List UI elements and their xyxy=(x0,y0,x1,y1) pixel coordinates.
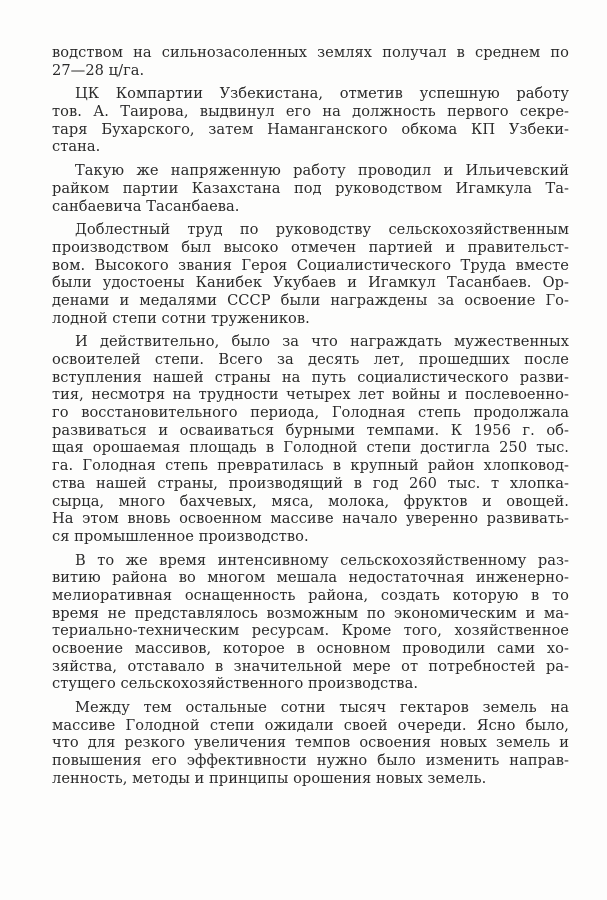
text-line: производством был высоко отмечен партией и правительст- xyxy=(52,238,569,256)
text-line: териально-техническим ресурсам. Кроме того, хозяйственное xyxy=(52,622,569,640)
paragraph xyxy=(52,85,569,156)
paragraph xyxy=(52,552,569,694)
text-line: Доблестный труд по руководству сельскохозяйственным xyxy=(75,221,569,239)
text-line: санбаевича Тасанбаева. xyxy=(52,197,240,215)
text-line: денами и медалями СССР были награждены за освоение Го- xyxy=(52,291,569,309)
text-line: ся промышленное производство. xyxy=(52,527,309,545)
text-line: И действительно, было за что награждать мужественных xyxy=(75,333,569,351)
text-line: стана. xyxy=(52,138,101,156)
text-line: сырца, много бахчевых, мяса, молока, фруктов и овощей. xyxy=(52,492,569,510)
text-line: ленность, методы и принципы орошения новых земель. xyxy=(52,769,487,787)
paragraph xyxy=(52,699,569,787)
text-line: Между тем остальные сотни тысяч гектаров земель на xyxy=(75,699,569,717)
text-line: ства нашей страны, производящий в год 260 тыс. т хлопка- xyxy=(52,474,569,492)
text-line: га. Голодная степь превратилась в крупный район хлопковод- xyxy=(52,457,569,475)
text-line: вом. Высокого звания Героя Социалистического Труда вместе xyxy=(52,256,569,274)
paragraph xyxy=(52,333,569,545)
text-line: таря Бухарского, затем Наманганского обкома КП Узбеки- xyxy=(52,120,569,138)
text-line: витию района во многом мешала недостаточная инженерно- xyxy=(52,569,569,587)
paragraph xyxy=(52,44,569,79)
text-line: массиве Голодной степи ожидали своей очереди. Ясно было, xyxy=(52,716,569,734)
text-line: тов. А. Таирова, выдвинул его на должность первого секре- xyxy=(52,103,569,121)
text-line: 27—28 ц/га. xyxy=(52,61,145,79)
text-line: освоителей степи. Всего за десять лет, прошедших после xyxy=(52,351,569,368)
text-line: На этом вновь освоенном массиве начало уверенно развивать- xyxy=(52,510,569,528)
text-line: повышения его эффективности нужно было изменить направ- xyxy=(52,752,569,770)
text-line: зяйства, отставало в значительной мере от потребностей ра- xyxy=(52,657,569,675)
text-line: тия, несмотря на трудности четырех лет войны и послевоенно- xyxy=(52,386,569,404)
paragraph xyxy=(52,221,569,327)
text-line: мелиоративная оснащенность района, создать которую в то xyxy=(52,586,569,604)
text-line: В то же время интенсивному сельскохозяйственному раз- xyxy=(75,551,569,569)
text-line: лодной степи сотни тружеников. xyxy=(52,309,310,327)
text-line: Такую же напряженную работу проводил и Ильичевский xyxy=(75,162,569,180)
body-text xyxy=(52,44,569,788)
text-line: го восстановительного периода, Голодная степь продолжала xyxy=(52,404,569,422)
text-line: ЦК Компартии Узбекистана, отметив успешную работу xyxy=(75,85,569,103)
text-line: освоение массивов, которое в основном проводили сами хо- xyxy=(52,640,569,657)
text-line: райком партии Казахстана под руководством Игамкула Та- xyxy=(52,179,569,197)
text-line: что для резкого увеличения темпов освоения новых земель и xyxy=(52,734,569,752)
text-line: щая орошаемая площадь в Голодной степи достигла 250 тыс. xyxy=(52,439,569,457)
text-line: водством на сильнозасоленных землях получал в среднем по xyxy=(52,44,569,61)
text-line: развиваться и осваиваться бурными темпами. К 1956 г. об- xyxy=(52,421,569,439)
text-line: время не представлялось возможным по экономическим и ма- xyxy=(52,604,569,622)
text-line: были удостоены Канибек Укубаев и Игамкул Тасанбаев. Ор- xyxy=(52,274,569,292)
text-line: вступления нашей страны на путь социалистического разви- xyxy=(52,368,569,386)
paragraph xyxy=(52,162,569,215)
text-line: стущего сельскохозяйственного производства. xyxy=(52,675,419,693)
